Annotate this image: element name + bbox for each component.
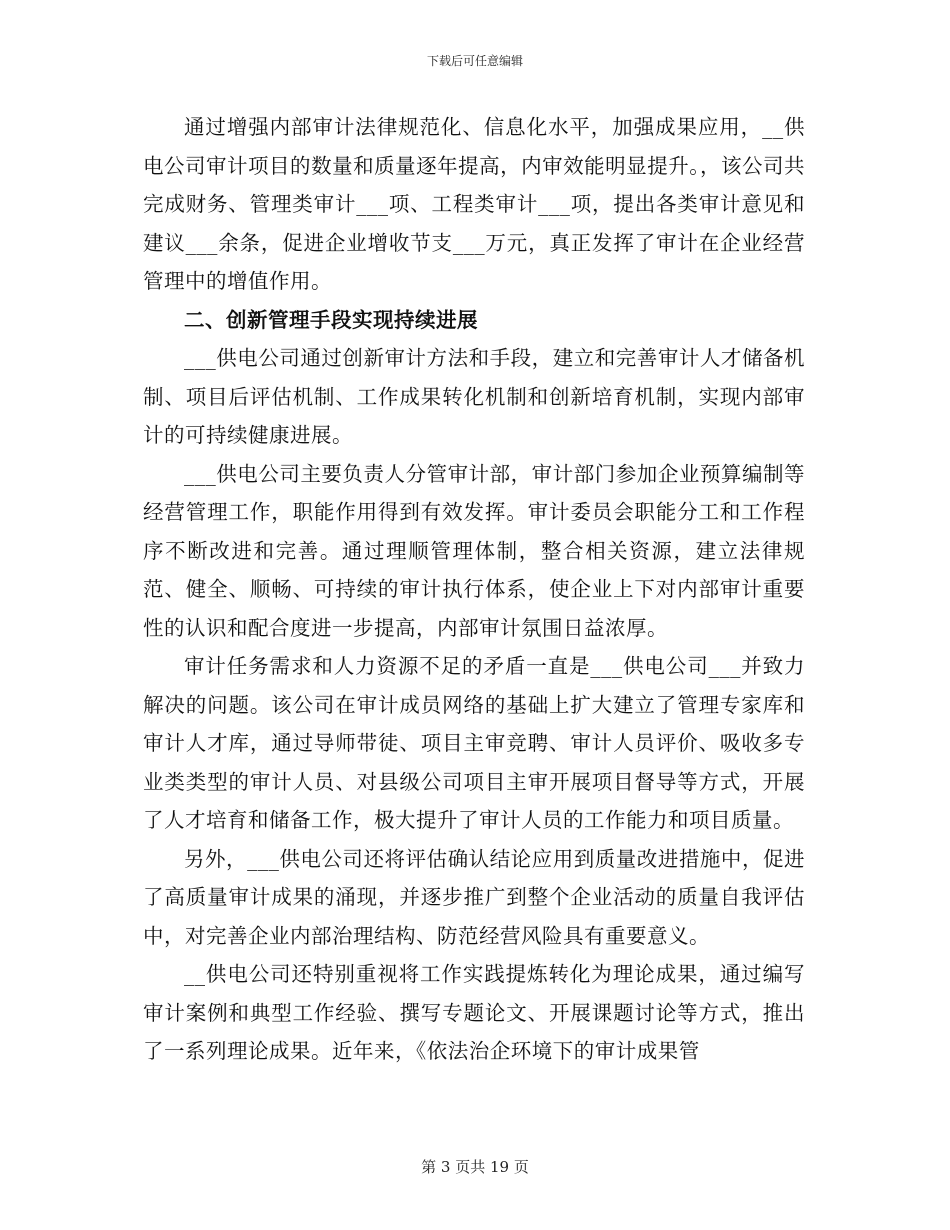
paragraph-4: 审计任务需求和人力资源不足的矛盾一直是___供电公司___并致力解决的问题。该公司在审计成员网络的基础上扩大建立了管理专家库和审计人才库，通过导师带徒、项目主审竞聘、审计人员评价、吸收多专业类类型的审计人员、对县级公司项目主审开展项目督导等方式，开展了人才培育和储备工作，极大提升了审计人员的工作能力和项目质量。 bbox=[143, 654, 805, 832]
page-header: 下载后可任意编辑 bbox=[426, 54, 523, 68]
page-footer: 第 3 页共 19 页 bbox=[421, 1158, 529, 1176]
paragraph-6: __供电公司还特别重视将工作实践提炼转化为理论成果，通过编写审计案例和典型工作经验、撰写专题论文、开展课题讨论等方式，推出了一系列理论成果。近年来，《依法治企环境下的审计成果管 bbox=[143, 962, 805, 1063]
document-body bbox=[143, 108, 805, 1071]
section-heading: 二、创新管理手段实现持续进展 bbox=[184, 307, 478, 332]
paragraph-3: ___供电公司主要负责人分管审计部，审计部门参加企业预算编制等经营管理工作，职能作用得到有效发挥。审计委员会职能分工和工作程序不断改进和完善。通过理顺管理体制，整合相关资源，建立法律规范、健全、顺畅、可持续的审计执行体系，使企业上下对内部审计重要性的认识和配合度进一步提高，内部审计氛围日益浓厚。 bbox=[143, 461, 805, 640]
paragraph-2: ___供电公司通过创新审计方法和手段，建立和完善审计人才储备机制、项目后评估机制、工作成果转化机制和创新培育机制，实现内部审计的可持续健康进展。 bbox=[143, 346, 805, 447]
paragraph-1: 通过增强内部审计法律规范化、信息化水平，加强成果应用，__供电公司审计项目的数量和质量逐年提高，内审效能明显提升。，该公司共完成财务、管理类审计___项、工程类审计___项，提出各类审计意见和建议___余条，促进企业增收节支___万元，真正发挥了审计在企业经营管理中的增值作用。 bbox=[143, 115, 805, 293]
paragraph-5: 另外，___供电公司还将评估确认结论应用到质量改进措施中，促进了高质量审计成果的涌现，并逐步推广到整个企业活动的质量自我评估中，对完善企业内部治理结构、防范经营风险具有重要意义。 bbox=[143, 846, 805, 948]
